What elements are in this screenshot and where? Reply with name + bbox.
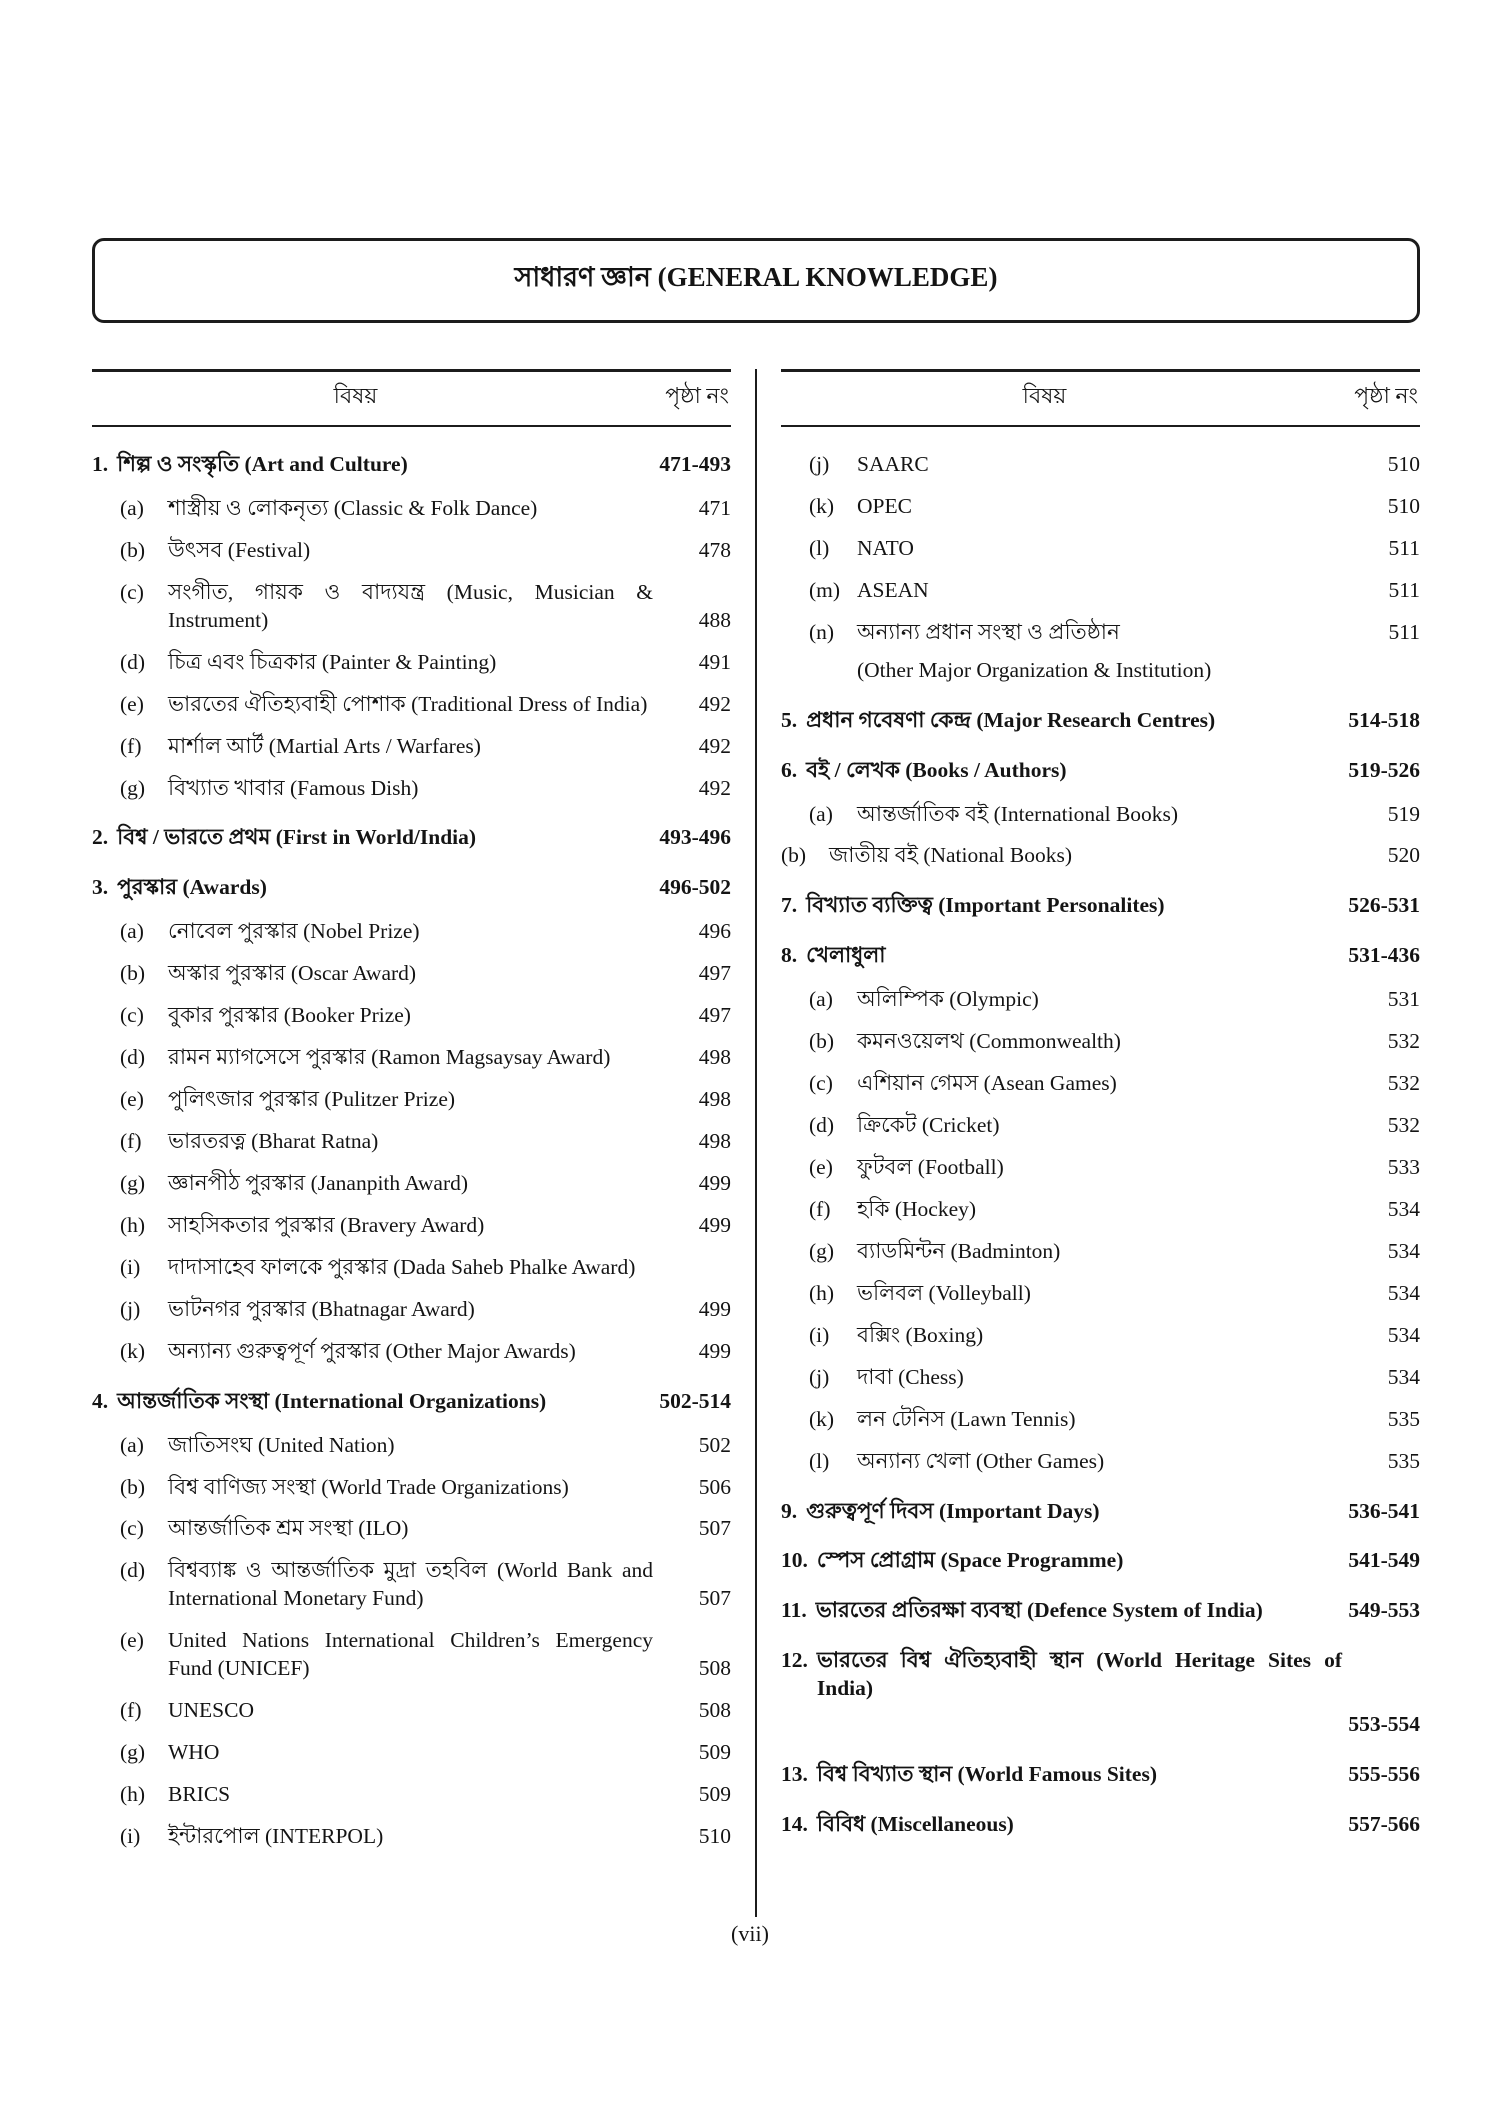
toc-sub-entry xyxy=(92,1823,731,1851)
entry-prefix: (f) xyxy=(120,733,142,758)
entry-title: NATO xyxy=(857,535,914,560)
toc-sub-entry xyxy=(92,1557,731,1613)
entry-prefix: (b) xyxy=(120,961,146,986)
entry-prefix: 12. xyxy=(781,1648,808,1673)
entry-page-number: 498 xyxy=(698,1045,731,1070)
entry-page-number: 534 xyxy=(1387,1322,1420,1347)
entry-title: হকি (Hockey) xyxy=(857,1196,977,1221)
toc-left-column xyxy=(92,369,755,1917)
entry-prefix: (h) xyxy=(120,1782,146,1806)
entry-title: শাস্ত্রীয় ও লোকনৃত্য (Classic & Folk Dance) xyxy=(168,495,538,520)
entry-title: মার্শাল আর্ট (Martial Arts / Warfares) xyxy=(168,733,481,758)
entry-prefix: 4. xyxy=(92,1388,109,1413)
toc-sub-entry xyxy=(92,1044,731,1072)
entry-page-number: 507 xyxy=(698,1516,731,1541)
entry-title: ব্যাডমিন্টন (Badminton) xyxy=(857,1238,1061,1263)
entry-prefix: (j) xyxy=(809,452,830,476)
entry-prefix: 2. xyxy=(92,825,109,850)
toc-sub-entry xyxy=(781,451,1420,479)
entry-title: অন্যান্য প্রধান সংস্থা ও প্রতিষ্ঠান xyxy=(857,619,1120,644)
entry-page-number: 511 xyxy=(1388,535,1420,560)
toc-sub-entry xyxy=(92,1515,731,1543)
left-column-header xyxy=(92,369,731,427)
entry-page-number: 555-556 xyxy=(1348,1762,1420,1787)
entry-title: কমনওয়েলথ (Commonwealth) xyxy=(857,1029,1121,1054)
entry-title: বই / লেখক (Books / Authors) xyxy=(806,757,1067,782)
entry-page-number: 493-496 xyxy=(659,825,731,850)
entry-page-number: 510 xyxy=(1387,493,1420,518)
entry-page-number: 499 xyxy=(698,1212,731,1237)
entry-title: গুরুত্বপূর্ণ দিবস (Important Days) xyxy=(806,1498,1100,1523)
entry-page-number: 471-493 xyxy=(659,452,731,476)
entry-title: বুকার পুরস্কার (Booker Prize) xyxy=(168,1003,411,1028)
entry-title: আন্তর্জাতিক বই (International Books) xyxy=(857,801,1179,826)
entry-title: ভাটনগর পুরস্কার (Bhatnagar Award) xyxy=(168,1296,475,1321)
entry-page-number: 502 xyxy=(698,1432,731,1457)
toc-sub-entry xyxy=(781,1364,1420,1392)
entry-title: প্রধান গবেষণা কেন্দ্র (Major Research Centres) xyxy=(806,707,1216,732)
entry-title: ভলিবল (Volleyball) xyxy=(857,1280,1031,1305)
entry-page-number: 488 xyxy=(698,607,731,632)
entry-page-number: 509 xyxy=(698,1782,731,1806)
page-number-footer: (vii) xyxy=(731,1921,769,1946)
entry-prefix: (j) xyxy=(809,1364,830,1389)
toc-sub-entry xyxy=(92,960,731,988)
toc-section-entry xyxy=(92,1388,731,1416)
toc-columns xyxy=(92,369,1420,1917)
entry-page-number: 531-436 xyxy=(1348,943,1420,968)
entry-page-number: 535 xyxy=(1387,1406,1420,1431)
toc-sub-entry xyxy=(781,842,1420,870)
toc-sub-entry xyxy=(92,1781,731,1809)
entry-title: বিশ্ব বাণিজ্য সংস্থা (World Trade Organizations) xyxy=(168,1474,569,1499)
toc-sub-entry xyxy=(781,1070,1420,1098)
entry-title: দাবা (Chess) xyxy=(857,1364,964,1389)
right-column-header xyxy=(781,369,1420,427)
entry-title: UNESCO xyxy=(168,1698,255,1723)
entry-page-number: 526-531 xyxy=(1348,893,1420,918)
entry-page-number: 534 xyxy=(1387,1280,1420,1305)
toc-sub-entry xyxy=(92,1432,731,1460)
entry-title: লন টেনিস (Lawn Tennis) xyxy=(857,1406,1076,1431)
entry-page-number: 496 xyxy=(698,919,731,944)
entry-page-number: 506 xyxy=(698,1474,731,1499)
entry-page-number: 536-541 xyxy=(1348,1498,1420,1523)
entry-page-number: 532 xyxy=(1387,1113,1420,1138)
toc-sub-entry xyxy=(92,1697,731,1725)
toc-section-entry xyxy=(781,1711,1420,1739)
entry-prefix: 14. xyxy=(781,1812,808,1837)
entry-page-number: 511 xyxy=(1388,577,1420,602)
toc-sub-entry xyxy=(92,537,731,565)
entry-prefix: (h) xyxy=(809,1280,835,1305)
entry-page-number: 541-549 xyxy=(1348,1548,1420,1573)
toc-section-entry xyxy=(781,942,1420,970)
entry-title: এশিয়ান গেমস (Asean Games) xyxy=(857,1071,1117,1096)
entry-prefix: (e) xyxy=(809,1155,833,1179)
toc-sub-entry xyxy=(781,1238,1420,1266)
toc-sub-entry xyxy=(781,657,1420,685)
entry-prefix: (e) xyxy=(120,1628,144,1653)
entry-title: বিশ্বব্যাঙ্ক ও আন্তর্জাতিক মুদ্রা তহবিল (World Bank and International Monetary Fund) xyxy=(168,1558,653,1611)
entry-prefix: 10. xyxy=(781,1548,808,1573)
entry-prefix: (l) xyxy=(809,535,830,560)
toc-sub-entry xyxy=(781,619,1420,647)
entry-title: পুরস্কার (Awards) xyxy=(117,875,267,900)
entry-title: অস্কার পুরস্কার (Oscar Award) xyxy=(168,961,417,986)
entry-title: বিশ্ব বিখ্যাত স্থান (World Famous Sites) xyxy=(816,1762,1158,1787)
entry-page-number: 520 xyxy=(1387,843,1420,868)
toc-sub-entry xyxy=(92,691,731,719)
entry-title: ভারতের প্রতিরক্ষা ব্যবস্থা (Defence System of India) xyxy=(815,1598,1263,1623)
toc-sub-entry xyxy=(92,733,731,761)
entry-title: WHO xyxy=(168,1740,220,1765)
toc-sub-entry xyxy=(781,1112,1420,1140)
entry-prefix: (i) xyxy=(809,1322,830,1347)
toc-sub-entry xyxy=(92,649,731,677)
entry-title: নোবেল পুরস্কার (Nobel Prize) xyxy=(168,919,420,944)
toc-sub-entry xyxy=(92,1739,731,1767)
entry-prefix: (c) xyxy=(120,579,144,604)
entry-prefix: (j) xyxy=(120,1296,141,1321)
entry-page-number: 499 xyxy=(698,1296,731,1321)
entry-page-number: 499 xyxy=(698,1170,731,1195)
entry-title: সংগীত, গায়ক ও বাদ্যযন্ত্র (Music, Musician & Instrument) xyxy=(168,579,653,632)
toc-sub-entry xyxy=(92,1254,731,1282)
toc-section-entry xyxy=(781,1647,1420,1703)
entry-title: United Nations International Children’s Emergency Fund (UNICEF) xyxy=(168,1628,653,1681)
toc-sub-entry xyxy=(92,495,731,523)
toc-sub-entry xyxy=(781,1028,1420,1056)
entry-title: ভারতের ঐতিহ্যবাহী পোশাক (Traditional Dress of India) xyxy=(168,691,648,716)
entry-page-number: 508 xyxy=(698,1698,731,1723)
entry-prefix: 7. xyxy=(781,893,798,918)
entry-title: সাহসিকতার পুরস্কার (Bravery Award) xyxy=(168,1212,485,1237)
entry-prefix: 9. xyxy=(781,1498,798,1523)
right-entries-list xyxy=(781,451,1420,1839)
entry-prefix: (b) xyxy=(809,1029,835,1054)
entry-prefix: (i) xyxy=(120,1254,141,1279)
entry-page-number: 534 xyxy=(1387,1238,1420,1263)
entry-title: জাতিসংঘ (United Nation) xyxy=(168,1432,395,1457)
entry-page-number: 499 xyxy=(698,1338,731,1363)
toc-sub-entry xyxy=(92,1170,731,1198)
page-number-header-label: পৃষ্ঠা নং xyxy=(665,383,729,408)
entry-prefix: (e) xyxy=(120,691,144,716)
toc-sub-entry xyxy=(781,1280,1420,1308)
entry-prefix: (k) xyxy=(120,1338,146,1363)
entry-page-number: 496-502 xyxy=(659,875,731,900)
entry-prefix: 13. xyxy=(781,1762,808,1787)
entry-title: বিবিধ (Miscellaneous) xyxy=(816,1812,1014,1837)
subject-header-label: বিষয় xyxy=(333,383,378,408)
entry-title: BRICS xyxy=(168,1782,231,1806)
entry-page-number: 534 xyxy=(1387,1196,1420,1221)
entry-title: ফুটবল (Football) xyxy=(857,1155,1004,1179)
toc-sub-entry xyxy=(781,1196,1420,1224)
entry-page-number: 492 xyxy=(698,775,731,800)
toc-sub-entry xyxy=(92,1338,731,1366)
page-title: সাধারণ জ্ঞান (GENERAL KNOWLEDGE) xyxy=(514,262,998,292)
entry-title: বিখ্যাত ব্যক্তিত্ব (Important Personalites) xyxy=(806,893,1165,918)
toc-sub-entry xyxy=(781,535,1420,563)
entry-title: SAARC xyxy=(857,452,929,476)
toc-sub-entry xyxy=(92,775,731,803)
entry-prefix: (d) xyxy=(120,1045,146,1070)
entry-page-number: 478 xyxy=(698,537,731,562)
entry-prefix: (l) xyxy=(809,1448,830,1473)
entry-prefix: (i) xyxy=(120,1823,141,1848)
entry-page-number: 557-566 xyxy=(1348,1812,1420,1837)
entry-prefix: (g) xyxy=(120,1170,146,1195)
entry-prefix: (g) xyxy=(120,775,146,800)
entry-prefix: (n) xyxy=(809,619,835,644)
toc-sub-entry xyxy=(92,1212,731,1240)
entry-page-number: 509 xyxy=(698,1740,731,1765)
toc-sub-entry xyxy=(781,1154,1420,1182)
entry-prefix: 6. xyxy=(781,757,798,782)
toc-section-entry xyxy=(781,1547,1420,1575)
toc-section-entry xyxy=(92,824,731,852)
entry-prefix: (k) xyxy=(809,493,835,518)
entry-title: ইন্টারপোল (INTERPOL) xyxy=(168,1823,384,1848)
entry-page-number: 510 xyxy=(698,1823,731,1848)
entry-page-number: 553-554 xyxy=(1348,1712,1420,1737)
entry-prefix: (m) xyxy=(809,577,841,602)
entry-page-number: 497 xyxy=(698,1003,731,1028)
toc-section-entry xyxy=(781,1811,1420,1839)
entry-page-number: 497 xyxy=(698,961,731,986)
entry-prefix: 5. xyxy=(781,707,798,732)
entry-page-number: 492 xyxy=(698,733,731,758)
entry-page-number: 491 xyxy=(698,649,731,674)
entry-page-number: 510 xyxy=(1387,452,1420,476)
entry-prefix: (a) xyxy=(120,495,144,520)
entry-page-number: 507 xyxy=(698,1586,731,1611)
entry-prefix: (b) xyxy=(781,843,807,868)
entry-title: বিখ্যাত খাবার (Famous Dish) xyxy=(168,775,419,800)
entry-page-number: 519-526 xyxy=(1348,757,1420,782)
toc-sub-entry xyxy=(92,918,731,946)
toc-section-entry xyxy=(92,451,731,479)
toc-sub-entry xyxy=(92,1627,731,1683)
toc-sub-entry xyxy=(781,801,1420,829)
entry-prefix: (g) xyxy=(809,1238,835,1263)
entry-title: পুলিৎজার পুরস্কার (Pulitzer Prize) xyxy=(168,1087,456,1112)
toc-sub-entry xyxy=(781,1448,1420,1476)
entry-title: বিশ্ব / ভারতে প্রথম (First in World/India) xyxy=(117,825,477,850)
entry-page-number: 519 xyxy=(1387,801,1420,826)
toc-sub-entry xyxy=(781,1406,1420,1434)
entry-title: OPEC xyxy=(857,493,912,518)
toc-sub-entry xyxy=(92,579,731,635)
entry-page-number: 532 xyxy=(1387,1071,1420,1096)
entry-title: শিল্প ও সংস্কৃতি (Art and Culture) xyxy=(117,452,408,476)
toc-sub-entry xyxy=(92,1296,731,1324)
entry-page-number: 471 xyxy=(698,495,731,520)
toc-sub-entry xyxy=(781,1322,1420,1350)
entry-page-number: 549-553 xyxy=(1348,1598,1420,1623)
entry-prefix: 1. xyxy=(92,452,109,476)
toc-section-entry xyxy=(781,707,1420,735)
entry-prefix: (g) xyxy=(120,1740,146,1765)
entry-title: দাদাসাহেব ফালকে পুরস্কার (Dada Saheb Phalke Award) xyxy=(168,1254,636,1279)
entry-page-number: 514-518 xyxy=(1348,707,1420,732)
entry-prefix: (k) xyxy=(809,1406,835,1431)
subject-header-label: বিষয় xyxy=(1022,383,1067,408)
entry-page-number: 511 xyxy=(1388,619,1420,644)
entry-title: ভারতের বিশ্ব ঐতিহ্যবাহী স্থান (World Heritage Sites of India) xyxy=(816,1648,1342,1701)
toc-sub-entry xyxy=(781,986,1420,1014)
entry-prefix: (a) xyxy=(809,801,833,826)
entry-prefix: 3. xyxy=(92,875,109,900)
entry-prefix: (b) xyxy=(120,537,146,562)
entry-prefix: (c) xyxy=(809,1071,833,1096)
entry-title: আন্তর্জাতিক সংস্থা (International Organizations) xyxy=(117,1388,547,1413)
entry-title: অন্যান্য খেলা (Other Games) xyxy=(857,1448,1105,1473)
toc-sub-entry xyxy=(92,1128,731,1156)
toc-section-entry xyxy=(781,1597,1420,1625)
left-entries-list xyxy=(92,451,731,1851)
entry-title: চিত্র এবং চিত্রকার (Painter & Painting) xyxy=(168,649,497,674)
entry-page-number: 532 xyxy=(1387,1029,1420,1054)
entry-prefix: (c) xyxy=(120,1003,144,1028)
toc-sub-entry xyxy=(92,1086,731,1114)
toc-section-entry xyxy=(781,1761,1420,1789)
entry-prefix: (e) xyxy=(120,1087,144,1112)
toc-right-column xyxy=(757,369,1420,1917)
toc-section-entry xyxy=(92,874,731,902)
entry-page-number: 508 xyxy=(698,1656,731,1681)
entry-prefix: (c) xyxy=(120,1516,144,1541)
entry-title: জাতীয় বই (National Books) xyxy=(829,843,1073,868)
entry-page-number: 492 xyxy=(698,691,731,716)
entry-page-number: 535 xyxy=(1387,1448,1420,1473)
entry-page-number: 534 xyxy=(1387,1364,1420,1389)
toc-sub-entry xyxy=(781,493,1420,521)
entry-prefix: 11. xyxy=(781,1598,807,1623)
entry-title: অন্যান্য গুরুত্বপূর্ণ পুরস্কার (Other Major Awards) xyxy=(168,1338,576,1363)
entry-title: রামন ম্যাগসেসে পুরস্কার (Ramon Magsaysay Award) xyxy=(168,1045,611,1070)
entry-title: ASEAN xyxy=(857,577,929,602)
entry-title: (Other Major Organization & Institution) xyxy=(857,657,1212,682)
entry-prefix: (a) xyxy=(809,987,833,1012)
entry-title: বক্সিং (Boxing) xyxy=(857,1322,984,1347)
page-number-header-label: পৃষ্ঠা নং xyxy=(1354,383,1418,408)
toc-section-entry xyxy=(781,1498,1420,1526)
entry-prefix: 8. xyxy=(781,943,798,968)
entry-title: জ্ঞানপীঠ পুরস্কার (Jananpith Award) xyxy=(168,1170,469,1195)
toc-section-entry xyxy=(781,892,1420,920)
entry-title: ভারতরত্ন (Bharat Ratna) xyxy=(168,1129,379,1153)
entry-prefix: (f) xyxy=(120,1698,142,1723)
entry-title: ক্রিকেট (Cricket) xyxy=(857,1113,1000,1138)
toc-sub-entry xyxy=(781,577,1420,605)
entry-title: উৎসব (Festival) xyxy=(168,537,311,562)
page-title-box xyxy=(92,238,1420,323)
entry-prefix: (a) xyxy=(120,919,144,944)
entry-prefix: (b) xyxy=(120,1474,146,1499)
entry-title: অলিম্পিক (Olympic) xyxy=(857,987,1039,1012)
toc-sub-entry xyxy=(92,1474,731,1502)
entry-page-number: 533 xyxy=(1387,1155,1420,1179)
entry-page-number: 531 xyxy=(1387,987,1420,1012)
entry-prefix: (d) xyxy=(120,649,146,674)
entry-prefix: (a) xyxy=(120,1432,144,1457)
entry-title: খেলাধুলা xyxy=(806,943,886,968)
entry-prefix: (d) xyxy=(120,1558,146,1583)
entry-title: স্পেস প্রোগ্রাম (Space Programme) xyxy=(816,1548,1124,1573)
entry-prefix: (f) xyxy=(809,1196,831,1221)
entry-prefix: (d) xyxy=(809,1113,835,1138)
toc-sub-entry xyxy=(92,1002,731,1030)
entry-page-number: 498 xyxy=(698,1129,731,1153)
entry-prefix: (f) xyxy=(120,1129,142,1153)
entry-prefix: (h) xyxy=(120,1212,146,1237)
entry-title: আন্তর্জাতিক শ্রম সংস্থা (ILO) xyxy=(168,1516,409,1541)
toc-section-entry xyxy=(781,757,1420,785)
entry-page-number: 502-514 xyxy=(659,1388,731,1413)
entry-page-number: 498 xyxy=(698,1087,731,1112)
